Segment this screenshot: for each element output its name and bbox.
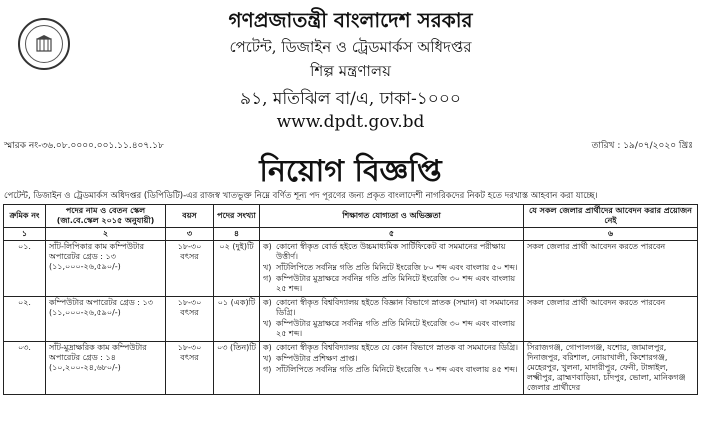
qualification-text: সাঁটলিপিতে সর্বনিম্ন গতি প্রতি মিনিটে ইংরেজি ৮০ শব্দ এবং বাংলায় ৫০ শব্দ। [276, 263, 518, 272]
row-qualifications [260, 297, 524, 342]
qualification-item [263, 354, 520, 364]
website-link[interactable]: www.dpdt.gov.bd [276, 112, 425, 132]
qualification-text: কোনো স্বীকৃত বোর্ড হইতে উচ্চমাধ্যমিক সার্টিফিকেট বা সমমানের পরীক্ষায় উত্তীর্ণ। [276, 242, 506, 261]
letterhead [0, 0, 701, 150]
col-number: ২ [46, 228, 166, 241]
qualification-text: কম্পিউটার মুদ্রাক্ষরে সর্বনিম্ন গতি প্রতি মিনিটে ইংরেজি ৩০ শব্দ এবং বাংলায় ২৫ শব্দ। [276, 319, 516, 338]
header-excluded-districts: যে সকল জেলার প্রার্থীদের আবেদন করার প্রয়োজন নেই [524, 205, 698, 228]
notice-date: তারিখ : ১৯/০৭/২০২০ খ্রিঃ [591, 141, 693, 151]
ministry-name: শিল্প মন্ত্রণালয় [310, 62, 391, 80]
row-excluded-districts: সকল জেলার প্রার্থী আবেদন করতে পারবেন [524, 241, 698, 297]
qualification-mark: খ) [263, 354, 272, 363]
row-age: ১৮-৩০ বৎসর [166, 241, 214, 297]
row-serial: ০২. [4, 297, 46, 342]
col-number: ৪ [214, 228, 260, 241]
qualification-text: সাঁটলিপিতে সর্বনিম্ন গতি প্রতি মিনিটে ইংরেজি ৭০ শব্দ এবং বাংলায় ৪৫ শব্দ। [276, 365, 518, 374]
row-excluded-districts: সিরাজগঞ্জ, গোপালগঞ্জ, যশোর, জামালপুর, দিনাজপুর, বরিশাল, নোয়াখালী, কিশোরগঞ্জ, মেহেরপুর, খুলনা, মাদারীপুর, ফেনী, টাঙ্গাইল, লক্ষ্মীপুর, ব্রাহ্মণবাড়িয়া, চাঁদপুর, ভোলা, মানিকগঞ্জ জেলার প্রার্থীদের [524, 342, 698, 395]
department-name: পেটেন্ট, ডিজাইন ও ট্রেডমার্কস অধিদপ্তর [229, 38, 472, 56]
qualification-mark: খ) [263, 319, 272, 328]
qualification-item [263, 365, 520, 375]
qualification-mark: ক) [263, 242, 272, 251]
qualification-text: কম্পিউটার মুদ্রাক্ষরে সর্বনিম্ন গতি প্রতি মিনিটে ইংরেজি ৩০ শব্দ এবং বাংলায় ২৫ শব্দ। [276, 274, 516, 293]
table-row [4, 241, 698, 297]
col-number: ৩ [166, 228, 214, 241]
row-serial: ০১. [4, 241, 46, 297]
memo-number: স্মারক নং-৩৬.০৮.০০০০.০০১.১১.৪০৭.১৮ [4, 141, 164, 151]
intro-text: পেটেন্ট, ডিজাইন ও ট্রেডমার্কস অধিদপ্তর (ডিপিডিটি)-এর রাজস্ব খাতভুক্ত নিম্নে বর্ণিত শূন্য পদ পূরণের জন্য প্রকৃত বাংলাদেশী নাগরিকদের নিকট হতে দরখাস্ত আহবান করা যাচ্ছে। [4, 191, 598, 201]
qualification-mark: ক) [263, 298, 272, 307]
row-qualifications [260, 342, 524, 395]
government-name: গণপ্রজাতন্ত্রী বাংলাদেশ সরকার [228, 8, 473, 32]
row-qualifications [260, 241, 524, 297]
header-serial: ক্রমিক নং [4, 205, 46, 228]
office-address: ৯১, মতিঝিল বা/এ, ঢাকা-১০০০ [240, 89, 461, 109]
qualification-text: কম্পিউটার প্রশিক্ষণ প্রাপ্ত। [276, 354, 358, 363]
row-age: ১৮-৩০ বৎসর [166, 342, 214, 395]
row-count: ০১ (এক)টি [214, 297, 260, 342]
qualification-item [263, 343, 520, 353]
qualification-mark: ক) [263, 343, 272, 352]
row-age: ১৮-৩০ বৎসর [166, 297, 214, 342]
vacancy-table [3, 204, 698, 395]
qualification-item [263, 242, 520, 262]
row-count: ০২ (দুই)টি [214, 241, 260, 297]
qualification-mark: গ) [263, 365, 272, 374]
row-excluded-districts: সকল জেলার প্রার্থী আবেদন করতে পারবেন [524, 297, 698, 342]
row-count: ০৩ (তিন)টি [214, 342, 260, 395]
table-row [4, 342, 698, 395]
row-post: সাঁট-মুদ্রাক্ষরিক কাম কম্পিউটার অপারেটর গ্রেড : ১৪ (১০,২০০-২৪,৬৮০/-) [46, 342, 166, 395]
qualification-mark: গ) [263, 274, 272, 283]
row-post: সাঁট-লিপিকার কাম কম্পিউটার অপারেটর গ্রেড : ১৩ (১১,০০০-২৬,৫৯০/-) [46, 241, 166, 297]
notice-title: নিয়োগ বিজ্ঞপ্তি [259, 154, 442, 189]
col-number: ৫ [260, 228, 524, 241]
table-header-row [4, 205, 698, 228]
column-number-row [4, 228, 698, 241]
qualification-item [263, 274, 520, 294]
table-row [4, 297, 698, 342]
qualification-mark: খ) [263, 263, 272, 272]
qualification-item [263, 319, 520, 339]
qualification-item [263, 298, 520, 318]
header-age: বয়স [166, 205, 214, 228]
qualification-text: কোনো স্বীকৃত বিশ্ববিদ্যালয় হইতে বিজ্ঞান বিভাগে স্নাতক (সম্মান) বা সমমানের ডিগ্রি। [276, 298, 519, 317]
col-number: ১ [4, 228, 46, 241]
header-count: পদের সংখ্যা [214, 205, 260, 228]
row-serial: ০৩. [4, 342, 46, 395]
qualification-text: কোনো স্বীকৃত বিশ্ববিদ্যালয় হইতে যে কোন বিভাগে স্নাতক বা সমমানের ডিগ্রি। [276, 343, 519, 352]
header-post: পদের নাম ও বেতন স্কেল (জা.বে.স্কেল ২০১৫ অনুযায়ী) [46, 205, 166, 228]
col-number: ৬ [524, 228, 698, 241]
row-post: কম্পিউটার অপারেটর গ্রেড : ১৩ (১১,০০০-২৬,৫৯০/-) [46, 297, 166, 342]
qualification-item [263, 263, 520, 273]
header-qualification: শিক্ষাগত যোগ্যতা ও অভিজ্ঞতা [260, 205, 524, 228]
